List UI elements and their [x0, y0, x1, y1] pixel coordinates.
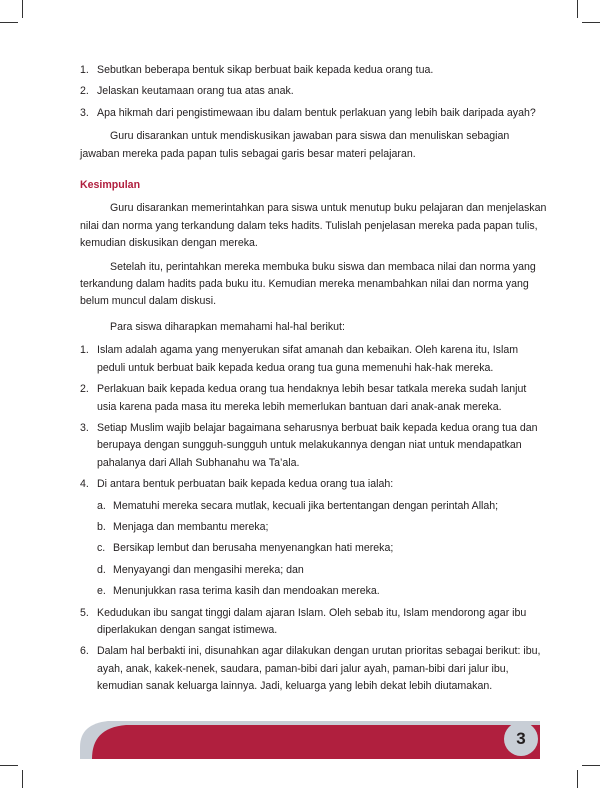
list-item: d. Menyayangi dan mengasihi mereka; dan	[97, 563, 304, 576]
list-item: 3. Apa hikmah dari pengistimewaan ibu dalam bentuk perlakuan yang lebih baik daripada ayah?	[80, 106, 536, 119]
list-item: 1. Sebutkan beberapa bentuk sikap berbuat baik kepada kedua orang tua.	[80, 64, 434, 76]
crop-mark	[582, 765, 600, 766]
page-number: 3	[504, 722, 538, 756]
questions-list	[80, 62, 548, 122]
paragraph: Guru disarankan memerintahkan para siswa untuk menutup buku pelajaran dan menjelaskan nilai dan norma yang terkandung dalam teks hadits. Tulislah penjelasan mereka pada papan tulis, kemudian diskusikan dengan mereka.	[80, 202, 547, 250]
crop-mark	[577, 770, 578, 788]
paragraph: Setelah itu, perintahkan mereka membuka buku siswa dan membaca nilai dan norma yang terkandung dalam hadits pada buku itu. Kemudian mereka menambahkan nilai dan norma yang belum muncul dalam diskusi.	[80, 260, 536, 308]
page-content	[80, 62, 548, 696]
footer-band	[80, 721, 540, 759]
crop-mark	[0, 22, 18, 23]
crop-mark	[582, 22, 600, 23]
section-heading: Kesimpulan	[80, 179, 141, 192]
crop-mark	[22, 0, 23, 18]
list-item: b. Menjaga dan membantu mereka;	[97, 520, 269, 533]
list-item: 2. Jelaskan keutamaan orang tua atas anak.	[80, 85, 294, 98]
list-item: a. Mematuhi mereka secara mutlak, kecuali jika bertentangan dengan perintah Allah;	[97, 499, 499, 512]
paragraph: Para siswa diharapkan memahami hal-hal berikut:	[110, 320, 345, 333]
list-item: 2. Perlakuan baik kepada kedua orang tua hendaknya lebih besar tatkala mereka sudah lanjut usia karena pada masa itu mereka lebih memerlukan bantuan dari anak-anak mereka.	[80, 383, 527, 413]
list-item: 6. Dalam hal berbakti ini, disunahkan agar dilakukan dengan urutan prioritas sebagai berikut: ibu, ayah, anak, kakek-nenek, saudara, paman-bibi dari jalur ayah, paman-bibi dari jalur ibu, kemudian sanak keluarga lainnya. Jadi, keluarga yang lebih dekat lebih diutamakan.	[80, 645, 541, 693]
list-item: 3. Setiap Muslim wajib belajar bagaimana seharusnya berbuat baik kepada kedua orang tua dan berupaya dengan sungguh-sungguh untuk melakukannya dengan niat untuk mendapatkan pahalanya dari Allah Subhanahu wa Ta’ala.	[80, 421, 538, 469]
list-item: c. Bersikap lembut dan berusaha menyenangkan hati mereka;	[97, 542, 394, 555]
footer-red-band	[92, 725, 540, 759]
crop-mark	[0, 765, 18, 766]
list-item: 4. Di antara bentuk perbuatan baik kepada kedua orang tua ialah:	[80, 478, 394, 491]
subpoints-list	[80, 498, 548, 601]
list-item: e. Menunjukkan rasa terima kasih dan mendoakan mereka.	[97, 585, 380, 598]
crop-mark	[22, 770, 23, 788]
list-item: 5. Kedudukan ibu sangat tinggi dalam ajaran Islam. Oleh sebab itu, Islam mendorong agar ibu diperlakukan dengan sangat istimewa.	[80, 606, 527, 636]
list-item: 1. Islam adalah agama yang menyerukan sifat amanah dan kebaikan. Oleh karena itu, Islam peduli untuk berbuat baik kepada kedua orang tua guna memenuhi hak-hak mereka.	[80, 344, 519, 374]
points-list	[80, 342, 548, 695]
intro-paragraph: Guru disarankan untuk mendiskusikan jawaban para siswa dan menuliskan sebagian jawaban mereka pada papan tulis sebagai garis besar materi pelajaran.	[80, 130, 510, 160]
crop-mark	[577, 0, 578, 18]
